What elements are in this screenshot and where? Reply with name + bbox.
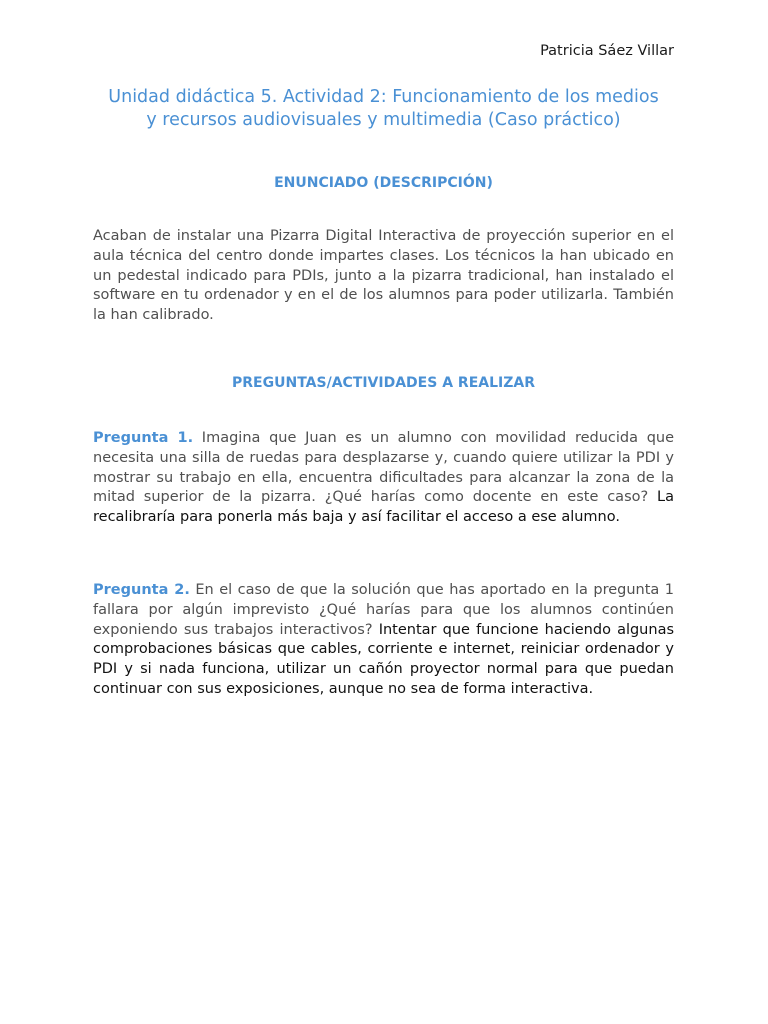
question-1-paragraph: [93, 429, 674, 528]
preguntas-heading: PREGUNTAS/ACTIVIDADES A REALIZAR: [232, 375, 535, 391]
title-line-1: Unidad didáctica 5. Actividad 2: Funcionamiento de los medios: [108, 87, 659, 107]
author-name: Patricia Sáez Villar: [540, 43, 674, 59]
question-2-paragraph: [93, 581, 674, 700]
title-line-2: y recursos audiovisuales y multimedia (Caso práctico): [146, 110, 621, 130]
enunciado-paragraph: Acaban de instalar una Pizarra Digital Interactiva de proyección superior en el aula técnica del centro donde impartes clases. Los técnicos la han ubicado en un pedestal indicado para PDIs, junto a la pizarra tradicional, han instalado el software en tu ordenador y en el de los alumnos para poder utilizarla. También la han calibrado.: [93, 228, 674, 324]
answer-1-text: La recalibraría para ponerla más baja y así facilitar el acceso a ese alumno.: [93, 489, 675, 526]
enunciado-heading: ENUNCIADO (DESCRIPCIÓN): [274, 175, 493, 191]
question-1-label: Pregunta 1.: [93, 430, 194, 446]
question-1-text: Imagina que Juan es un alumno con movilidad reducida que necesita una silla de ruedas para desplazarse y, cuando quiere utilizar la PDI y mostrar su trabajo en ella, encuentra dificultades para alcanzar la zona de la mitad superior de la pizarra. ¿Qué harías como docente en este caso?: [93, 430, 675, 506]
answer-2-text: Intentar que funcione haciendo algunas comprobaciones básicas que cables, corriente e internet, reiniciar ordenador y PDI y si nada funciona, utilizar un cañón proyector normal para que puedan continuar con sus exposiciones, aunque no sea de forma interactiva.: [93, 621, 675, 697]
document-title: [83, 86, 684, 132]
question-2-label: Pregunta 2.: [93, 582, 190, 598]
question-2-text: En el caso de que la solución que has aportado en la pregunta 1 fallara por algún imprevisto ¿Qué harías para que los alumnos continúen exponiendo sus trabajos interactivos?: [93, 582, 675, 638]
